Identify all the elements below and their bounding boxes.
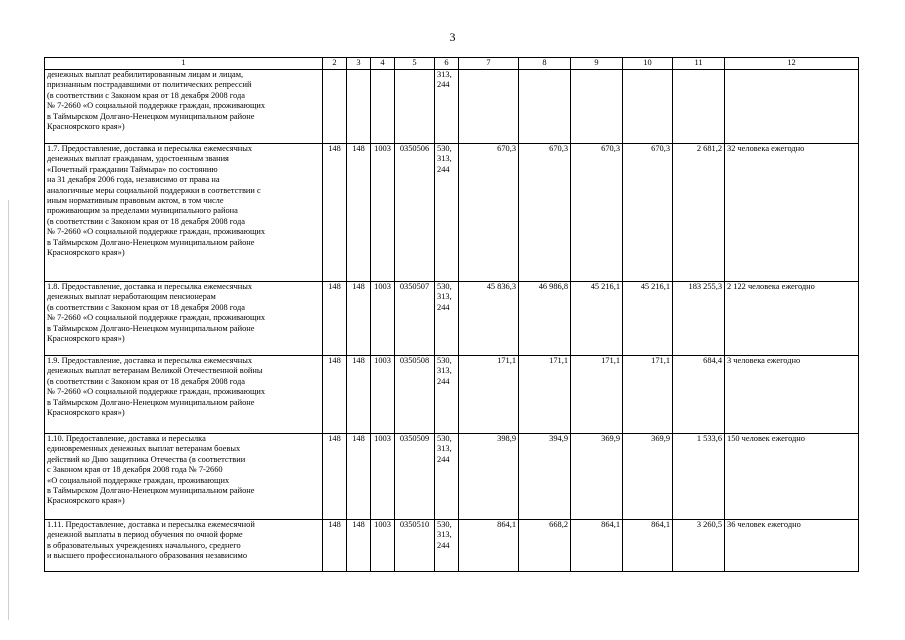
col-header-2: 2 (323, 58, 347, 70)
table-row (45, 520, 859, 572)
cell-c8: 668,2 (519, 520, 571, 572)
cell-c3: 148 (347, 520, 371, 572)
cell-c5: 0350508 (395, 356, 435, 434)
cell-c11: 3 260,5 (673, 520, 725, 572)
table-row (45, 434, 859, 520)
col-header-9: 9 (571, 58, 623, 70)
cell-c7 (459, 70, 519, 144)
table-row (45, 282, 859, 356)
cell-c5: 0350509 (395, 434, 435, 520)
cell-c11: 183 255,3 (673, 282, 725, 356)
header-row (45, 58, 859, 70)
cell-c11: 2 681,2 (673, 144, 725, 282)
row-description: 1.10. Предоставление, доставка и пересылка единовременных денежных выплат ветеранам боевых действий ко Дню защитника Отечества (в соответствии с Законом края от 18 декабря 2008 года № 7-2660 «О социальной поддержке граждан, проживающих в Таймырском Долгано-Ненецком муниципальном районе Красноярского края») (45, 434, 323, 520)
cell-c7: 670,3 (459, 144, 519, 282)
row-description: 1.7. Предоставление, доставка и пересылка ежемесячных денежных выплат гражданам, удостоенным звания «Почетный гражданин Таймыра» по состоянию на 31 декабря 2006 года, независимо от права на аналогичные меры социальной поддержки в соответствии с иным нормативным правовым актом, в том числе проживающим за пределами муниципального района (в соответствии с Законом края от 18 декабря 2008 года № 7-2660 «О социальной поддержке граждан, проживающих в Таймырском Долгано-Ненецком муниципальном районе Красноярского края») (45, 144, 323, 282)
cell-c4: 1003 (371, 520, 395, 572)
cell-c3: 148 (347, 434, 371, 520)
cell-c6: 530, 313, 244 (435, 520, 459, 572)
cell-c8: 670,3 (519, 144, 571, 282)
cell-c5 (395, 70, 435, 144)
col-header-10: 10 (623, 58, 673, 70)
cell-c6: 530, 313, 244 (435, 356, 459, 434)
table-row (45, 144, 859, 282)
cell-c9: 670,3 (571, 144, 623, 282)
cell-c6: 530, 313, 244 (435, 282, 459, 356)
cell-c4: 1003 (371, 282, 395, 356)
cell-c6: 313, 244 (435, 70, 459, 144)
scan-margin-line (8, 200, 9, 620)
cell-c11 (673, 70, 725, 144)
col-header-6: 6 (435, 58, 459, 70)
table-row (45, 70, 859, 144)
cell-c9: 45 216,1 (571, 282, 623, 356)
cell-c8 (519, 70, 571, 144)
cell-c12: 2 122 человека ежегодно (725, 282, 859, 356)
cell-c9: 369,9 (571, 434, 623, 520)
cell-c4: 1003 (371, 434, 395, 520)
cell-c2: 148 (323, 356, 347, 434)
col-header-3: 3 (347, 58, 371, 70)
cell-c4: 1003 (371, 144, 395, 282)
cell-c5: 0350510 (395, 520, 435, 572)
cell-c11: 1 533,6 (673, 434, 725, 520)
cell-c2: 148 (323, 144, 347, 282)
cell-c7: 45 836,3 (459, 282, 519, 356)
cell-c3: 148 (347, 282, 371, 356)
cell-c2: 148 (323, 520, 347, 572)
budget-table (44, 57, 859, 572)
col-header-11: 11 (673, 58, 725, 70)
cell-c4 (371, 70, 395, 144)
cell-c8: 171,1 (519, 356, 571, 434)
cell-c9 (571, 70, 623, 144)
cell-c11: 684,4 (673, 356, 725, 434)
cell-c6: 530, 313, 244 (435, 434, 459, 520)
cell-c3 (347, 70, 371, 144)
cell-c10: 670,3 (623, 144, 673, 282)
cell-c7: 171,1 (459, 356, 519, 434)
cell-c2 (323, 70, 347, 144)
col-header-1: 1 (45, 58, 323, 70)
cell-c12: 150 человек ежегодно (725, 434, 859, 520)
cell-c3: 148 (347, 356, 371, 434)
row-description: 1.9. Предоставление, доставка и пересылка ежемесячных денежных выплат ветеранам Великой Отечественной войны (в соответствии с Законом края от 18 декабря 2008 года № 7-2660 «О социальной поддержке граждан, проживающих в Таймырском Долгано-Ненецком муниципальном районе Красноярского края») (45, 356, 323, 434)
cell-c10 (623, 70, 673, 144)
cell-c7: 398,9 (459, 434, 519, 520)
table-row (45, 356, 859, 434)
cell-c12: 36 человек ежегодно (725, 520, 859, 572)
row-description: денежных выплат реабилитированным лицам и лицам, признанным пострадавшими от политических репрессий (в соответствии с Законом края от 18 декабря 2008 года № 7-2660 «О социальной поддержке граждан, проживающих в Таймырском Долгано-Ненецком муниципальном районе Красноярского края») (45, 70, 323, 144)
cell-c8: 46 986,8 (519, 282, 571, 356)
cell-c10: 369,9 (623, 434, 673, 520)
row-description: 1.8. Предоставление, доставка и пересылка ежемесячных денежных выплат неработающим пенсионерам (в соответствии с Законом края от 18 декабря 2008 года № 7-2660 «О социальной поддержке граждан, проживающих в Таймырском Долгано-Ненецком муниципальном районе Красноярского края») (45, 282, 323, 356)
col-header-7: 7 (459, 58, 519, 70)
cell-c7: 864,1 (459, 520, 519, 572)
cell-c9: 171,1 (571, 356, 623, 434)
cell-c2: 148 (323, 434, 347, 520)
cell-c10: 864,1 (623, 520, 673, 572)
col-header-4: 4 (371, 58, 395, 70)
page-number: 3 (449, 30, 456, 44)
cell-c12: 3 человека ежегодно (725, 356, 859, 434)
cell-c5: 0350507 (395, 282, 435, 356)
cell-c6: 530, 313, 244 (435, 144, 459, 282)
col-header-8: 8 (519, 58, 571, 70)
cell-c12 (725, 70, 859, 144)
cell-c4: 1003 (371, 356, 395, 434)
cell-c9: 864,1 (571, 520, 623, 572)
col-header-12: 12 (725, 58, 859, 70)
cell-c2: 148 (323, 282, 347, 356)
row-description: 1.11. Предоставление, доставка и пересылка ежемесячной денежной выплаты в период обучения по очной форме в образовательных учреждениях начального, среднего и высшего профессионального образования независимо (45, 520, 323, 572)
cell-c12: 32 человека ежегодно (725, 144, 859, 282)
cell-c10: 45 216,1 (623, 282, 673, 356)
col-header-5: 5 (395, 58, 435, 70)
cell-c5: 0350506 (395, 144, 435, 282)
cell-c3: 148 (347, 144, 371, 282)
cell-c8: 394,9 (519, 434, 571, 520)
cell-c10: 171,1 (623, 356, 673, 434)
